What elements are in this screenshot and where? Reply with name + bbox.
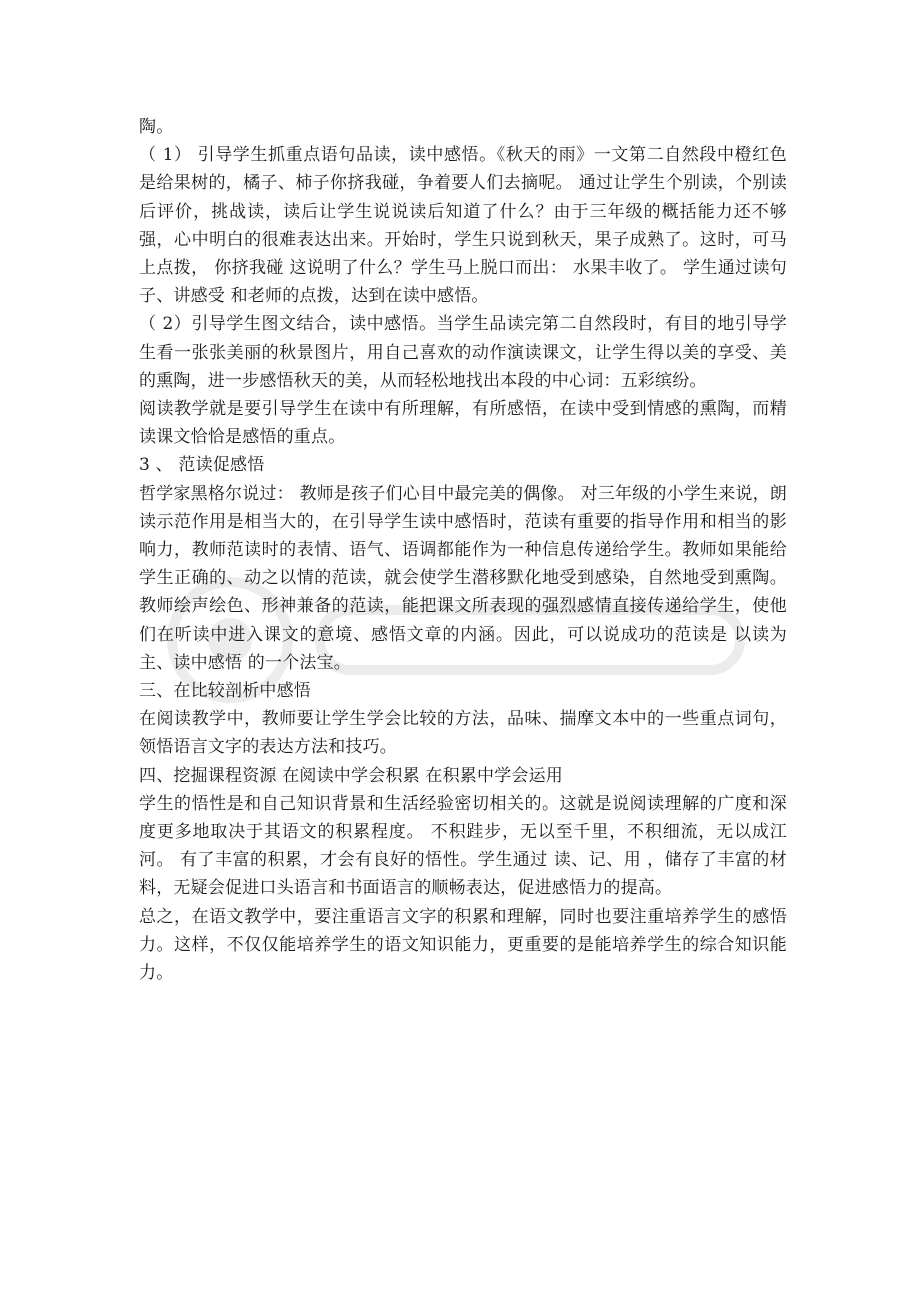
paragraph-fragment: 陶。	[139, 117, 174, 137]
heading-section-four: 四、挖掘课程资源 在阅读中学会积累 在积累中学会运用	[139, 765, 564, 786]
paragraph-model-reading: 哲学家黑格尔说过： 教师是孩子们心目中最完美的偶像。 对三年级的小学生来说，朗读示范作用是相当大的，在引导学生读中感悟时，范读有重要的指导作用和相当的影响力，教师范读时的表情、语气、语调都能作为一种信息传递给学生。教师如果能给学生正确的、动之以情的范读，就会使学生潜移默化地受到感染，自然地受到熏陶。教师绘声绘色、形神兼备的范读，能把课文所表现的强烈感情直接传递给学生，使他们在听读中进入课文的意境、感悟文章的内涵。因此，可以说成功的范读是 以读为主、读中感悟 的一个法宝。	[139, 483, 787, 673]
paragraph-point-2: （ 2）引导学生图文结合，读中感悟。当学生品读完第二自然段时，有目的地引导学生看一张张美丽的秋景图片，用自己喜欢的动作演读课文，让学生得以美的享受、美的熏陶，进一步感悟秋天的美，从而轻松地找出本段的中心词：五彩缤纷。	[139, 314, 787, 391]
heading-section-3: 3 、 范读促感悟	[139, 455, 265, 476]
paragraph-point-1: （ 1） 引导学生抓重点语句品读，读中感悟。《秋天的雨》一文第二自然段中橙红色是给果树的，橘子、柿子你挤我碰，争着要人们去摘呢。 通过让学生个别读，个别读后评价，挑战读，读后让学生说说读后知道了什么？由于三年级的概括能力还不够强，心中明白的很难表达出来。开始时，学生只说到秋天，果子成熟了。这时，可马上点拨， 你挤我碰 这说明了什么？学生马上脱口而出： 水果丰收了。 学生通过读句子、讲感受 和老师的点拨，达到在读中感悟。	[139, 145, 787, 307]
paragraph-comparison: 在阅读教学中，教师要让学生学会比较的方法，品味、揣摩文本中的一些重点词句，领悟语言文字的表达方法和技巧。	[139, 709, 787, 758]
paragraph-accumulation: 学生的悟性是和自己知识背景和生活经验密切相关的。这就是说阅读理解的广度和深度更多地取决于其语文的积累程度。 不积跬步，无以至千里，不积细流，无以成江河。 有了丰富的积累，才会有良好的悟性。学生通过 读、记、用 ，储存了丰富的材料，无疑会促进口头语言和书面语言的顺畅表达，促进感悟力的提高。	[139, 793, 787, 899]
paragraph-summary-reading: 阅读教学就是要引导学生在读中有所理解，有所感悟，在读中受到情感的熏陶，而精读课文恰恰是感悟的重点。	[139, 399, 787, 448]
document-body	[139, 113, 787, 987]
paragraph-conclusion: 总之，在语文教学中，要注重语言文字的积累和理解，同时也要注重培养学生的感悟力。这样，不仅仅能培养学生的语文知识能力，更重要的是能培养学生的综合知识能力。	[139, 906, 787, 984]
heading-section-three: 三、在比较剖析中感悟	[139, 681, 311, 702]
